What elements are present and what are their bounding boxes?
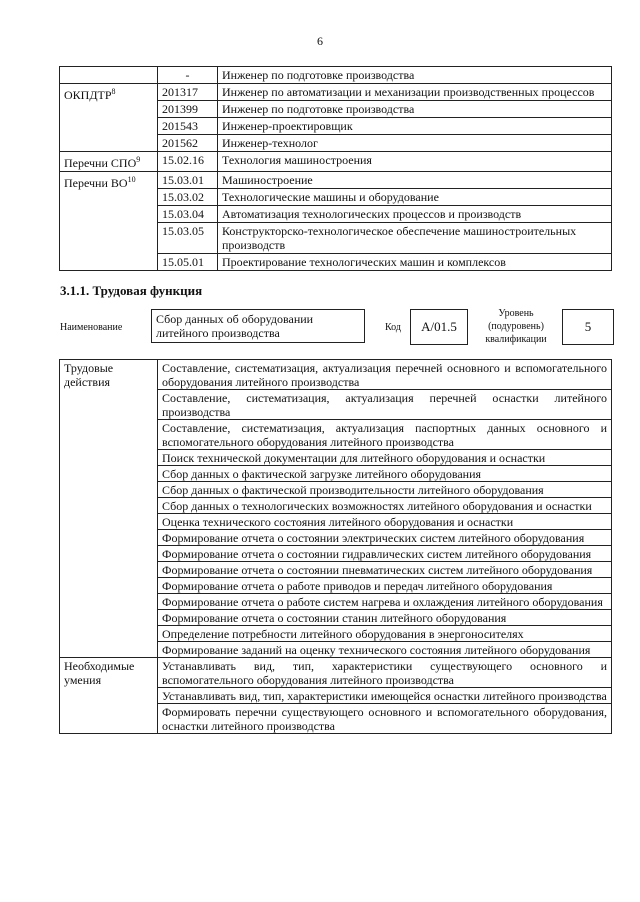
labor-action-label: Трудовые действия bbox=[60, 360, 158, 658]
codes-row bbox=[60, 84, 612, 101]
codes-code-cell: 15.03.02 bbox=[158, 189, 218, 206]
level-label: Уровень (подуровень) квалификации bbox=[485, 308, 547, 345]
section-title: 3.1.1. Трудовая функция bbox=[60, 283, 203, 298]
codes-code-cell: 201317 bbox=[158, 84, 218, 101]
codes-name-cell: Инженер-технолог bbox=[218, 135, 612, 152]
codes-group-label: Перечни СПО$^9$ bbox=[60, 152, 158, 172]
codes-name-cell: Машиностроение bbox=[218, 172, 612, 189]
labor-action-item: Составление, систематизация, актуализация паспортных данных основного и вспомогательного оборудования литейного производства bbox=[158, 420, 612, 450]
level-value-box: 5 bbox=[562, 309, 614, 345]
codes-name-cell: Автоматизация технологических процессов и производств bbox=[218, 206, 612, 223]
code-label: Код bbox=[385, 322, 401, 333]
codes-name-cell: Конструкторско-технологическое обеспечение машиностроительных производств bbox=[218, 223, 612, 254]
labor-action-item: Поиск технической документации для литейного оборудования и оснастки bbox=[158, 450, 612, 466]
codes-name-cell: Технологические машины и оборудование bbox=[218, 189, 612, 206]
codes-code-cell: 15.03.04 bbox=[158, 206, 218, 223]
codes-row bbox=[60, 67, 612, 84]
codes-code-cell: 15.03.05 bbox=[158, 223, 218, 254]
labor-action-item: Формирование отчета о работе систем нагрева и охлаждения литейного оборудования bbox=[158, 594, 612, 610]
labor-action-item: Сбор данных о фактической производительности литейного оборудования bbox=[158, 482, 612, 498]
codes-code-cell: 15.02.16 bbox=[158, 152, 218, 172]
labor-action-item: Сбор данных о технологических возможностях литейного оборудования и оснастки bbox=[158, 498, 612, 514]
skill-label: Необходимые умения bbox=[60, 658, 158, 734]
codes-name-cell: Инженер по подготовке производства bbox=[218, 101, 612, 118]
skill-row bbox=[60, 658, 612, 688]
labor-action-item: Формирование отчета о состоянии пневматических систем литейного оборудования bbox=[158, 562, 612, 578]
codes-group-label: Перечни ВО$^{10}$ bbox=[60, 172, 158, 271]
codes-table bbox=[59, 66, 612, 271]
function-table bbox=[59, 359, 612, 734]
labor-action-item: Сбор данных о фактической загрузке литейного оборудования bbox=[158, 466, 612, 482]
function-code-box: A/01.5 bbox=[410, 309, 468, 345]
labor-action-item: Формирование заданий на оценку технического состояния литейного оборудования bbox=[158, 642, 612, 658]
codes-row bbox=[60, 172, 612, 189]
codes-name-cell: Проектирование технологических машин и комплексов bbox=[218, 254, 612, 271]
function-name-box: Сбор данных об оборудовании литейного производства bbox=[151, 309, 365, 343]
codes-code-cell: - bbox=[158, 67, 218, 84]
codes-name-cell: Инженер по подготовке производства bbox=[218, 67, 612, 84]
codes-code-cell: 201399 bbox=[158, 101, 218, 118]
codes-group-label: ОКПДТР$^8$ bbox=[60, 84, 158, 152]
codes-code-cell: 201543 bbox=[158, 118, 218, 135]
codes-code-cell: 15.05.01 bbox=[158, 254, 218, 271]
skill-item: Устанавливать вид, тип, характеристики существующего основного и вспомогательного оборудования литейного производства bbox=[158, 658, 612, 688]
skill-item: Устанавливать вид, тип, характеристики имеющейся оснастки литейного производства bbox=[158, 688, 612, 704]
name-label: Наименование bbox=[60, 322, 123, 333]
codes-code-cell: 201562 bbox=[158, 135, 218, 152]
codes-row bbox=[60, 152, 612, 172]
labor-action-item: Определение потребности литейного оборудования в энергоносителях bbox=[158, 626, 612, 642]
page-number: 6 bbox=[317, 34, 323, 48]
codes-name-cell: Инженер по автоматизации и механизации производственных процессов bbox=[218, 84, 612, 101]
labor-action-item: Формирование отчета о состоянии электрических систем литейного оборудования bbox=[158, 530, 612, 546]
labor-action-row bbox=[60, 360, 612, 390]
labor-action-item: Формирование отчета о состоянии станин литейного оборудования bbox=[158, 610, 612, 626]
labor-action-item: Оценка технического состояния литейного оборудования и оснастки bbox=[158, 514, 612, 530]
labor-action-item: Формирование отчета о состоянии гидравлических систем литейного оборудования bbox=[158, 546, 612, 562]
codes-name-cell: Инженер-проектировщик bbox=[218, 118, 612, 135]
codes-code-cell: 15.03.01 bbox=[158, 172, 218, 189]
codes-name-cell: Технология машиностроения bbox=[218, 152, 612, 172]
labor-action-item: Составление, систематизация, актуализация перечней основного и вспомогательного оборудования литейного производства bbox=[158, 360, 612, 390]
codes-group-label bbox=[60, 67, 158, 84]
labor-action-item: Составление, систематизация, актуализация перечней оснастки литейного производства bbox=[158, 390, 612, 420]
skill-item: Формировать перечни существующего основного и вспомогательного оборудования, оснастки литейного производства bbox=[158, 704, 612, 734]
labor-action-item: Формирование отчета о работе приводов и передач литейного оборудования bbox=[158, 578, 612, 594]
